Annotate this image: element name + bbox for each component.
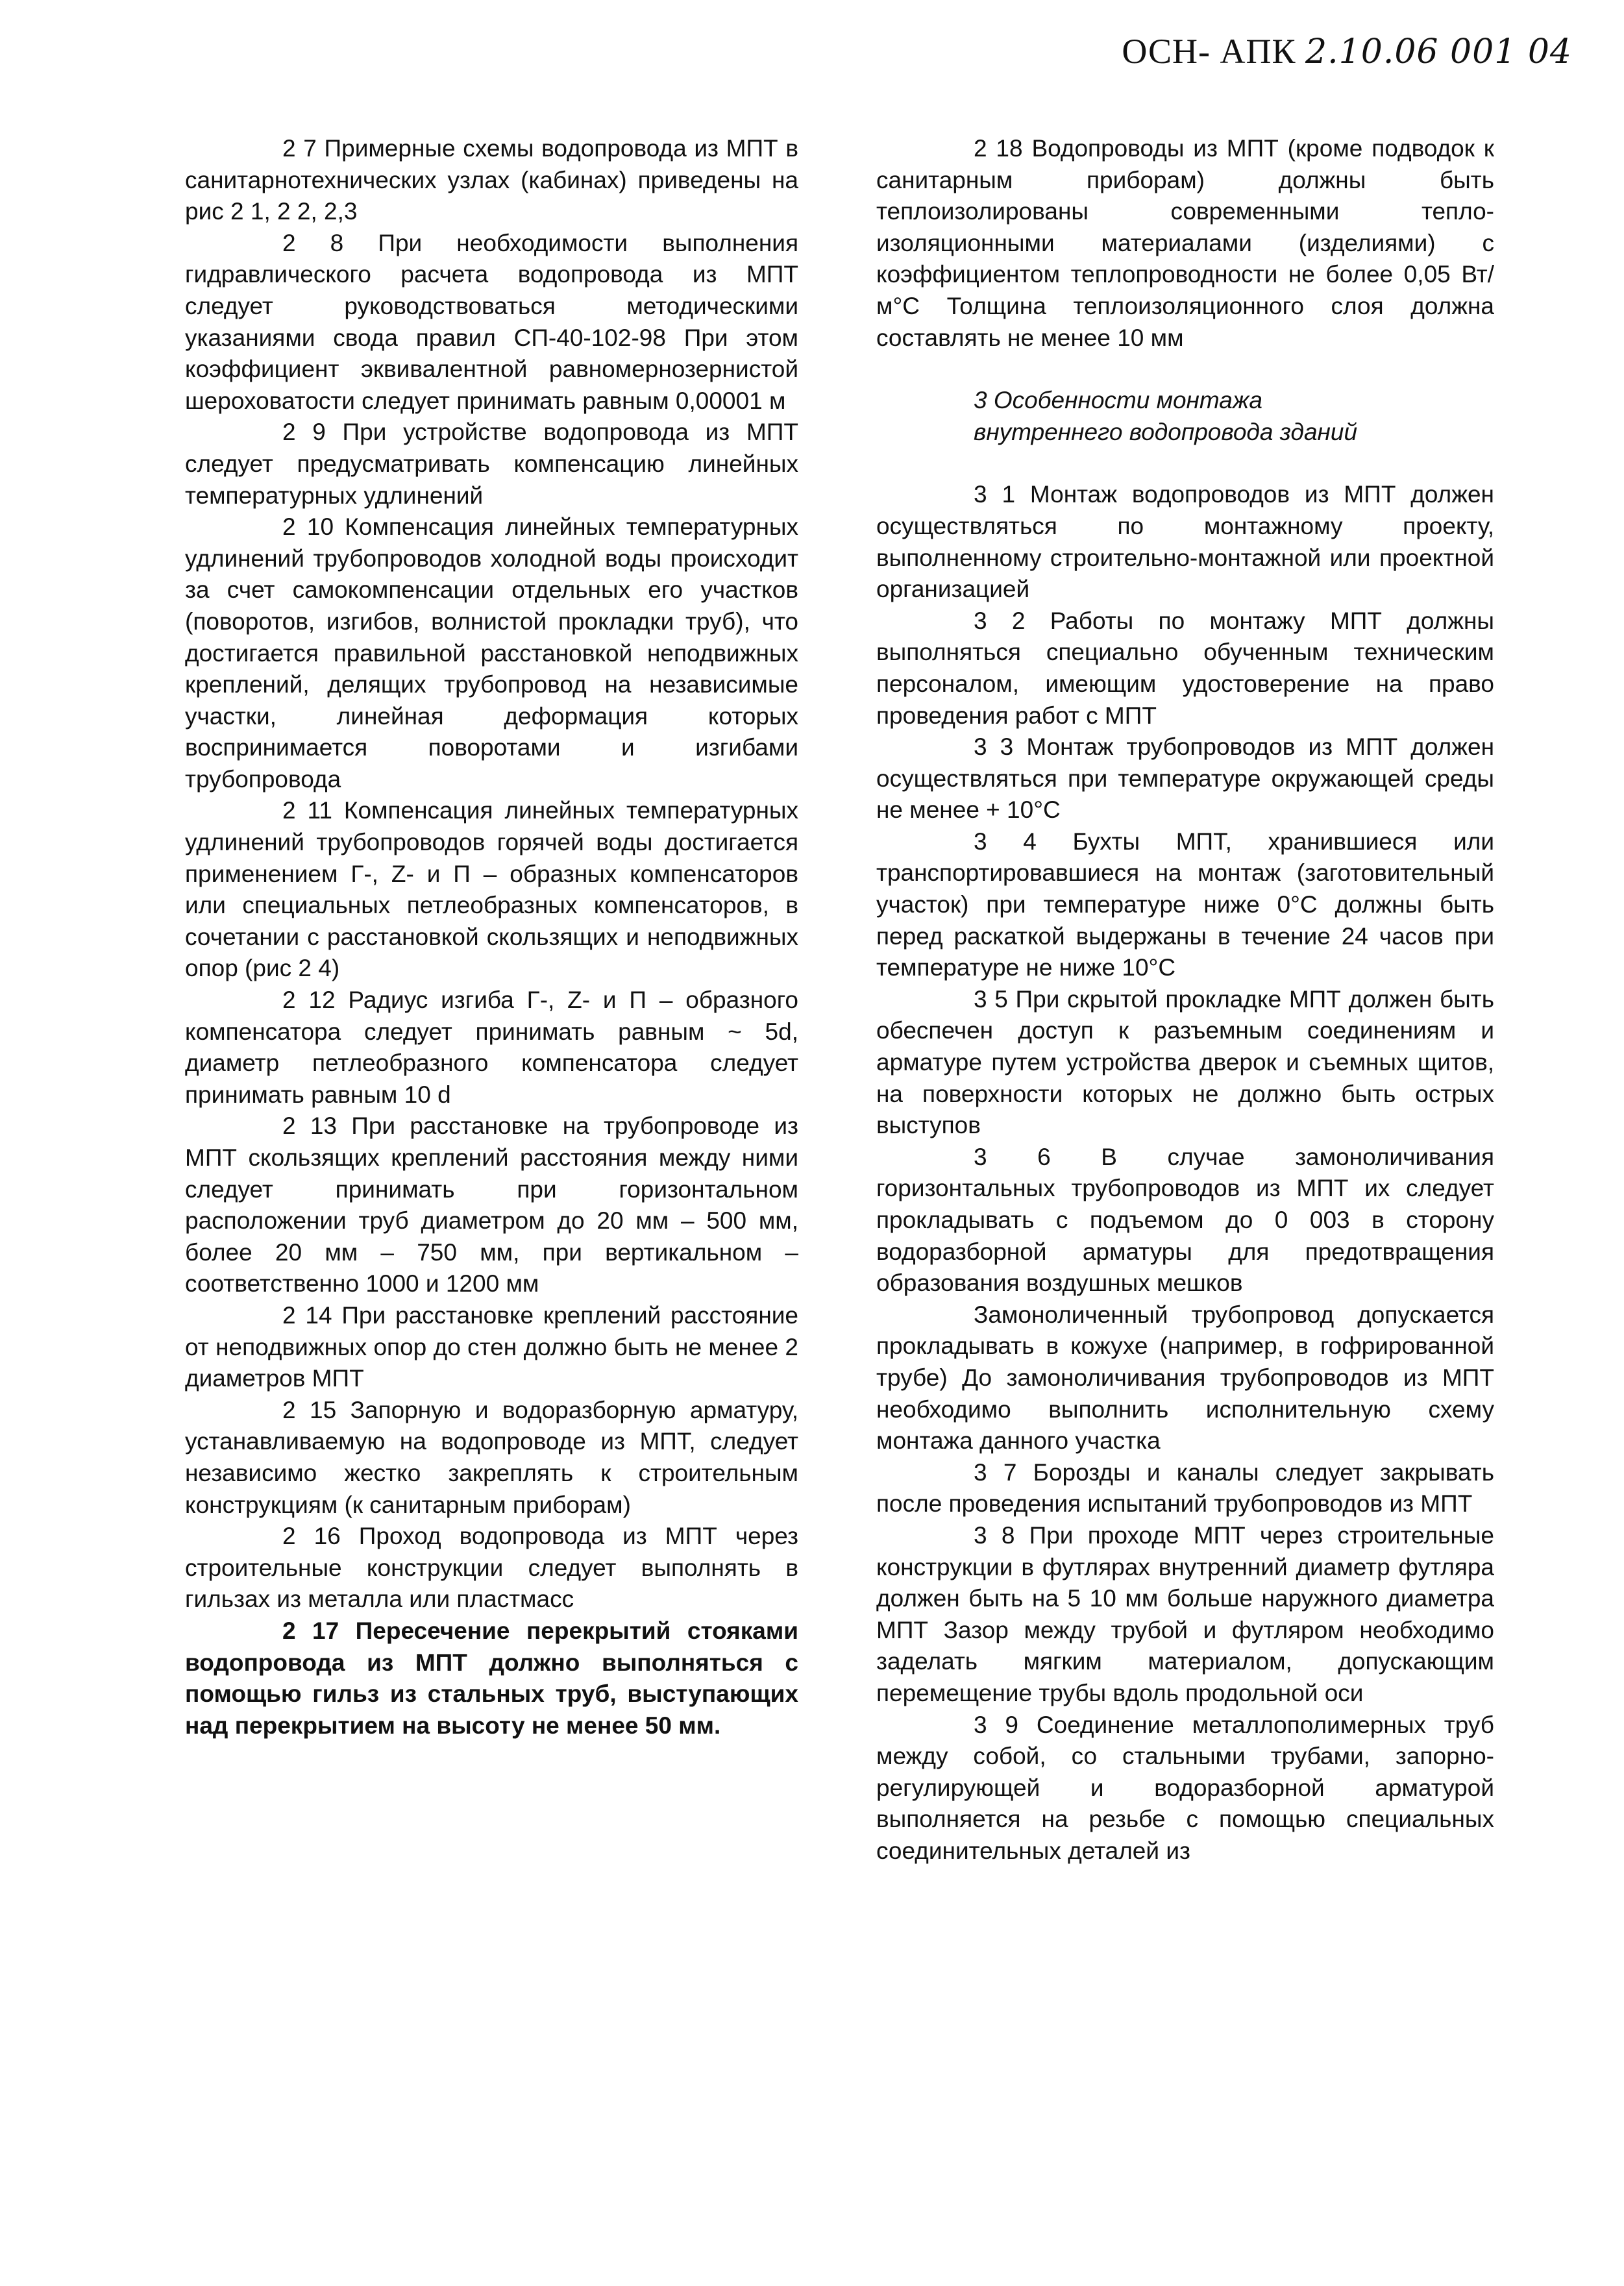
paragraph-2-15: 2 15 Запорную и водоразборную арматуру, устанавливаемую на водопроводе из МПТ, следует независимо жестко закреплять к строительным конструкциям (к санитарным приборам): [185, 1396, 798, 1518]
document-code-header: [1122, 31, 1572, 71]
paragraph-2-14: 2 14 При расстановке креплений расстояние от неподвижных опор до стен должно быть не менее 2 диаметров МПТ: [185, 1301, 798, 1392]
standard-prefix: ОСН- АПК: [1122, 32, 1296, 71]
paragraph-3-9: 3 9 Соединение металлополимерных труб между собой, со стальными трубами, запорно-регулирующей и водоразборной арматурой выполняется на резьбе с помощью специальных соединительных деталей из: [876, 1711, 1494, 1864]
paragraph-3-3: 3 3 Монтаж трубопроводов из МПТ должен осуществляться при температуре окружающей среды не менее + 10°С: [876, 733, 1494, 824]
paragraph-3-5: 3 5 При скрытой прокладке МПТ должен быть обеспечен доступ к разъемным соединениям и арматуре путем устройства дверок и съемных щитов, на поверхности которых не должно быть острых выступов: [876, 985, 1494, 1139]
paragraph-3-8: 3 8 При проходе МПТ через строительные конструкции в футлярах внутренний диаметр футляра должен быть на 5 10 мм больше наружного диаметра МПТ Зазор между трубой и футляром необходимо заделать мягким материалом, допускающим перемещение трубы вдоль продольной оси: [876, 1521, 1494, 1706]
left-column: [185, 133, 798, 1741]
paragraph-2-17: 2 17 Пересечение перекрытий стояками водопровода из МПТ должно выполняться с помощью гильз из стальных труб, выступающих над перекрытием на высоту не менее 50 мм.: [185, 1617, 798, 1739]
paragraph-2-18: 2 18 Водопроводы из МПТ (кроме подводок к санитарным приборам) должны быть теплоизолированы современными теплоизоляционными материалами (изделиями) с коэффициентом теплопроводности не более 0,05 Вт/м°С Толщина теплоизоляционного слоя должна составлять не менее 10 мм: [876, 135, 1494, 351]
paragraph-3-1: 3 1 Монтаж водопроводов из МПТ должен осуществляться по монтажному проекту, выполненному строительно-монтажной или проектной организацией: [876, 481, 1494, 603]
paragraph-3-6-continued: Замоноличенный трубопровод допускается прокладывать в кожухе (например, в гофрированной трубе) До замоноличивания трубопроводов из МПТ необходимо выполнить исполнительную схему монтажа данного участка: [876, 1301, 1494, 1455]
paragraph-3-7: 3 7 Борозды и каналы следует закрывать после проведения испытаний трубопроводов из МПТ: [876, 1458, 1494, 1518]
spacer: [876, 354, 1494, 385]
section-3-heading-line-1: 3 Особенности монтажа: [974, 387, 1262, 414]
paragraph-2-7: 2 7 Примерные схемы водопровода из МПТ в санитарнотехнических узлах (кабинах) приведены на рис 2 1, 2 2, 2,3: [185, 135, 798, 225]
standard-number: 2.10.06 001 04: [1305, 32, 1572, 71]
paragraph-2-9: 2 9 При устройстве водопровода из МПТ следует предусматривать компенсацию линейных температурных удлинений: [185, 419, 798, 509]
section-3-heading-line-2: внутреннего водопровода зданий: [974, 418, 1358, 445]
paragraph-2-13: 2 13 При расстановке на трубопроводе из МПТ скользящих креплений расстояния между ними следует принимать при горизонтальном расположении труб диаметром до 20 мм – 500 мм, более 20 мм – 750 мм, при вертикальном – соответственно 1000 и 1200 мм: [185, 1112, 798, 1297]
spacer: [876, 448, 1494, 479]
paragraph-2-16: 2 16 Проход водопровода из МПТ через строительные конструкции следует выполнять в гильзах из металла или пластмасс: [185, 1523, 798, 1613]
paragraph-2-10: 2 10 Компенсация линейных температурных удлинений трубопроводов холодной воды происходит за счет самокомпенсации отдельных его участков (поворотов, изгибов, волнистой прокладки труб), что достигается правильной расстановкой неподвижных креплений, делящих трубопровод на независимые участки, линейная деформация которых воспринимается поворотами и изгибами трубопровода: [185, 513, 798, 793]
paragraph-3-4: 3 4 Бухты МПТ, хранившиеся или транспортировавшиеся на монтаж (заготовительный участок) при температуре ниже 0°С должны быть перед раскаткой выдержаны в течение 24 часов при температуре не ниже 10°С: [876, 828, 1494, 981]
right-column: [876, 133, 1494, 1867]
paragraph-2-11: 2 11 Компенсация линейных температурных удлинений трубопроводов горячей воды достигается применением Г-, Z- и П – образных компенсаторов или специальных петлеобразных компенсаторов, в сочетании с расстановкой скользящих и неподвижных опор (рис 2 4): [185, 797, 798, 982]
paragraph-3-2: 3 2 Работы по монтажу МПТ должны выполняться специально обученным техническим персоналом, имеющим удостоверение на право проведения работ с МПТ: [876, 607, 1494, 729]
paragraph-3-6: 3 6 В случае замоноличивания горизонтальных трубопроводов из МПТ их следует прокладывать с подъемом до 0 003 в сторону водоразборной арматуры для предотвращения образования воздушных мешков: [876, 1143, 1494, 1297]
paragraph-2-12: 2 12 Радиус изгиба Г-, Z- и П – образного компенсатора следует принимать равным ~ 5d, диаметр петлеобразного компенсатора следует принимать равным 10 d: [185, 987, 798, 1108]
paragraph-2-8: 2 8 При необходимости выполнения гидравлического расчета водопровода из МПТ следует руководствоваться методическими указаниями свода правил СП-40-102-98 При этом коэффициент эквивалентной равномернозернистой шероховатости следует принимать равным 0,00001 м: [185, 229, 798, 414]
